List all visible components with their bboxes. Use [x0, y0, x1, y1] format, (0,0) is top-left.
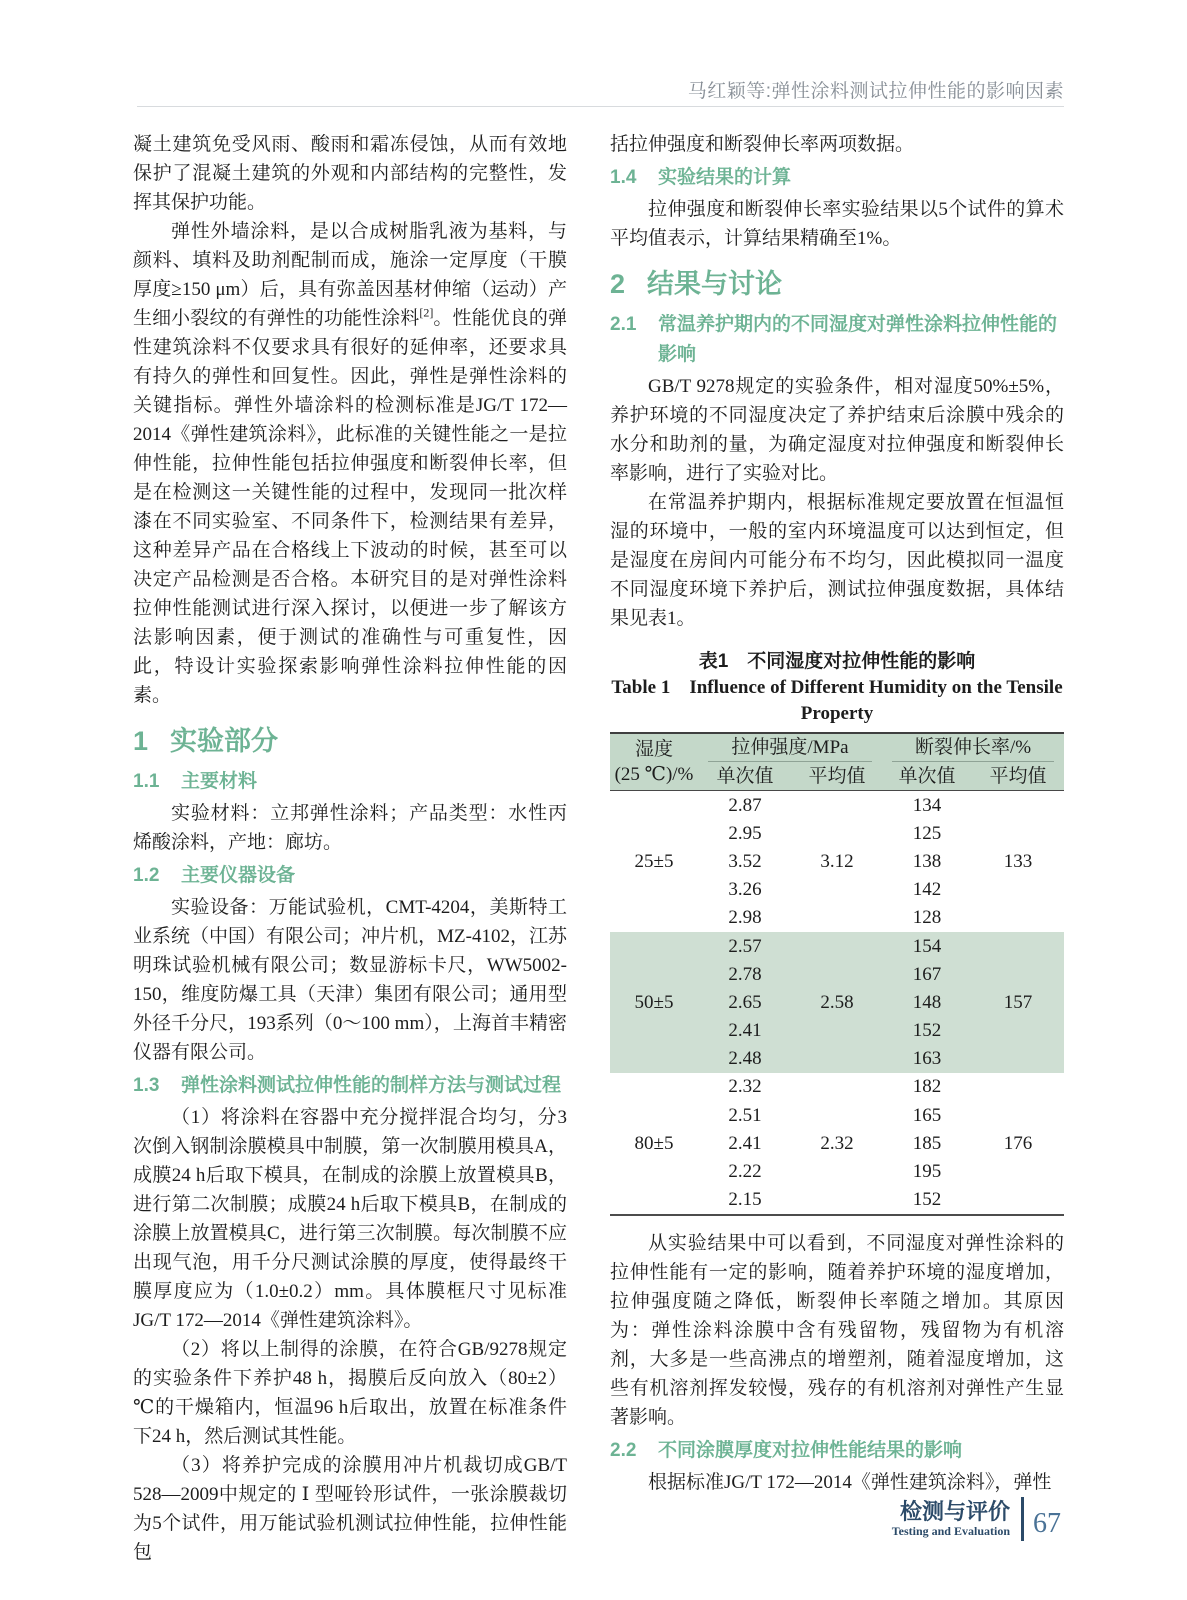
humidity-cell: 25±5	[634, 850, 674, 872]
subsection-title: 主要材料	[181, 771, 258, 792]
subsection-number: 2.1	[610, 314, 637, 335]
humidity-cell: 80±5	[634, 1132, 674, 1154]
subsection-number: 1.1	[133, 771, 160, 792]
elongation-value: 138	[912, 850, 942, 872]
footer-divider-bar	[1021, 1497, 1024, 1541]
tensile-value: 2.95	[728, 822, 762, 844]
table1-header	[610, 734, 1064, 791]
elongation-average: 157	[1003, 991, 1033, 1013]
tensile-value: 2.57	[728, 935, 762, 957]
paragraph-results-discussion: 从实验结果中可以看到，不同湿度对弹性涂料的拉伸性能有一定的影响，随着养护环境的湿度增加，拉伸强度随之降低，断裂伸长率随之增加。其原因为：弹性涂料涂膜中含有残留物，残留物为有机溶剂，大多是一些高沸点的增塑剂，随着湿度增加，这些有机溶剂挥发较慢，残存的有机溶剂对弹性产生显著影响。	[610, 1232, 1064, 1428]
table1-caption-cn: 表1 不同湿度对拉伸性能的影响	[698, 651, 976, 672]
subsection-heading-1-1	[133, 767, 567, 797]
paragraph-continuation: 括拉伸强度和断裂伸长率两项数据。	[610, 134, 915, 155]
elongation-value: 134	[912, 794, 942, 816]
subsection-title: 常温养护期内的不同湿度对弹性涂料拉伸性能的影响	[658, 314, 1058, 365]
table1	[610, 732, 1064, 1216]
elongation-value: 152	[912, 1020, 942, 1042]
elongation-value: 165	[912, 1104, 942, 1126]
elongation-value: 185	[912, 1132, 942, 1154]
section-heading-1	[133, 723, 567, 759]
tensile-value: 2.98	[728, 907, 762, 929]
tensile-value: 2.87	[728, 794, 762, 816]
subsection-heading-2-1	[610, 310, 1064, 370]
subsection-heading-1-2	[133, 861, 567, 891]
tensile-value: 2.32	[728, 1076, 762, 1098]
subsection-heading-1-3	[133, 1071, 567, 1101]
paragraph-step-3: （3）将养护完成的涂膜用冲片机裁切成GB/T 528—2009中规定的 Ⅰ 型哑铃形试件，一张涂膜裁切为5个试件，用万能试验机测试拉伸性能，拉伸性能包	[133, 1455, 567, 1563]
table1-header-humidity	[610, 737, 698, 787]
elongation-value: 125	[912, 822, 942, 844]
paragraph-calculation: 拉伸强度和断裂伸长率实验结果以5个试件的算术平均值表示，计算结果精确至1%。	[610, 199, 1064, 249]
section-number: 2	[610, 269, 626, 299]
paragraph-equipment: 实验设备：万能试验机，CMT-4204，美斯特工业系统（中国）有限公司；冲片机，MZ-4102，江苏明珠试验机械有限公司；数显游标卡尺，WW5002-150，维度防爆工具（天津）集团有限公司；通用型外径千分尺，193系列（0～100 mm），上海首丰精密仪器有限公司。	[133, 897, 567, 1063]
section-title: 实验部分	[170, 726, 279, 756]
elongation-value: 195	[912, 1161, 942, 1183]
subsection-title: 弹性涂料测试拉伸性能的制样方法与测试过程	[181, 1075, 562, 1096]
subsection-title: 主要仪器设备	[181, 865, 296, 886]
tensile-average: 3.12	[820, 850, 854, 872]
table1-group-50	[610, 932, 1064, 1073]
tensile-value: 2.22	[728, 1161, 762, 1183]
table1-caption-en-line2: Property	[800, 703, 874, 724]
intro-text-b: 。性能优良的弹性建筑涂料不仅要求具有很好的延伸率，还要求具有持久的弹性和回复性。因此，弹性是弹性涂料的关键指标。弹性外墙涂料的检测标准是JG/T 172—2014《弹性建筑涂料》，此标准的关键性能之一是拉伸性能，拉伸性能包括拉伸强度和断裂伸长率，但是在检测这一关键性能的过程中，发现同一批次样漆在不同实验室、不同条件下，检测结果有差异，这种差异产品在合格线上下波动的时候，甚至可以决定产品检测是否合格。本研究目的是对弹性涂料拉伸性能测试进行深入探讨，以便进一步了解该方法影响因素，便于测试的准确性与可重复性，因此，特设计实验探索影响弹性涂料拉伸性能的因素。	[133, 308, 567, 706]
page-footer	[848, 1497, 1061, 1541]
section-heading-2	[610, 266, 1064, 302]
elongation-value: 128	[912, 907, 942, 929]
tensile-value: 2.41	[728, 1132, 762, 1154]
humidity-cell: 50±5	[634, 991, 674, 1013]
table1-header-elongation-average: 平均值	[989, 765, 1047, 787]
subsection-title: 不同涂膜厚度对拉伸性能结果的影响	[658, 1439, 963, 1461]
tensile-value: 2.48	[728, 1048, 762, 1070]
tensile-value: 2.15	[728, 1189, 762, 1211]
left-column	[133, 130, 567, 1567]
header-rule	[137, 106, 1064, 107]
table1-group-80	[610, 1073, 1064, 1214]
elongation-value: 182	[912, 1076, 942, 1098]
tensile-average: 2.58	[820, 991, 854, 1013]
section-number: 1	[133, 726, 149, 756]
subsection-number: 1.2	[133, 865, 160, 886]
table1-header-humidity-line2: (25 ℃)/%	[614, 764, 694, 785]
right-column	[610, 130, 1064, 1497]
elongation-value: 167	[912, 963, 942, 985]
elongation-average: 133	[1003, 850, 1033, 872]
elongation-value: 163	[912, 1048, 942, 1070]
table1-group-25	[610, 791, 1064, 932]
paragraph-continuation: 凝土建筑免受风雨、酸雨和霜冻侵蚀，从而有效地保护了混凝土建筑的外观和内部结构的完整性，发挥其保护功能。	[133, 134, 567, 213]
table1-header-humidity-line1: 湿度	[634, 739, 673, 760]
subsection-number: 1.4	[610, 167, 637, 188]
elongation-value: 148	[912, 991, 942, 1013]
citation-ref: [2]	[419, 305, 434, 320]
table1-header-elongation-group: 断裂伸长率/%	[892, 735, 1054, 762]
paragraph-humidity-1: GB/T 9278规定的实验条件，相对湿度50%±5%，养护环境的不同湿度决定了养护结束后涂膜中残余的水分和助剂的量，为确定湿度对拉伸强度和断裂伸长率影响，进行了实验对比。	[610, 376, 1064, 484]
paragraph-humidity-2: 在常温养护期内，根据标准规定要放置在恒温恒湿的环境中，一般的室内环境温度可以达到恒定，但是湿度在房间内可能分布不均匀，因此模拟同一温度不同湿度环境下养护后，测试拉伸强度数据，具体结果见表1。	[610, 492, 1064, 629]
elongation-average: 176	[1003, 1132, 1033, 1154]
journal-name-cn: 检测与评价	[899, 1499, 1010, 1524]
paragraph-thickness: 根据标准JG/T 172—2014《弹性建筑涂料》，弹性	[648, 1471, 1052, 1493]
table1-header-elongation-single: 单次值	[898, 765, 956, 787]
table1-header-tensile-single: 单次值	[716, 765, 774, 787]
tensile-average: 2.32	[820, 1132, 854, 1154]
subsection-number: 1.3	[133, 1075, 160, 1096]
subsection-number: 2.2	[610, 1439, 637, 1461]
tensile-value: 2.78	[728, 963, 762, 985]
tensile-value: 2.41	[728, 1020, 762, 1042]
journal-name-en: Testing and Evaluation	[891, 1524, 1010, 1538]
subsection-heading-1-4	[610, 163, 1064, 193]
elongation-value: 152	[912, 1189, 942, 1211]
elongation-value: 154	[912, 935, 942, 957]
journal-name	[848, 1500, 1010, 1538]
section-title: 结果与讨论	[647, 269, 783, 299]
paragraph-materials: 实验材料：立邦弹性涂料；产品类型：水性丙烯酸涂料，产地：廊坊。	[133, 803, 567, 853]
elongation-value: 142	[912, 879, 942, 901]
paragraph-step-2: （2）将以上制得的涂膜，在符合GB/9278规定的实验条件下养护48 h，揭膜后反向放入（80±2） ℃的干燥箱内，恒温96 h后取出，放置在标准条件下24 h，然后测试其性能。	[133, 1339, 567, 1447]
running-head: 马红颖等:弹性涂料测试拉伸性能的影响因素	[687, 81, 1064, 102]
tensile-value: 3.52	[728, 850, 762, 872]
paragraph-intro	[133, 217, 567, 710]
tensile-value: 2.65	[728, 991, 762, 1013]
page-number: 67	[1033, 1508, 1061, 1539]
intro-text-a: 弹性外墙涂料，是以合成树脂乳液为基料，与颜料、填料及助剂配制而成，施涂一定厚度（干膜厚度≥150 μm）后，具有弥盖因基材伸缩（运动）产生细小裂纹的有弹性的功能性涂料	[133, 221, 567, 329]
table1-caption-en-line1: Table 1 Influence of Different Humidity on the Tensile	[611, 677, 1063, 698]
table1-header-tensile-group: 拉伸强度/MPa	[708, 735, 872, 762]
subsection-heading-2-2	[610, 1436, 1064, 1466]
subsection-title: 实验结果的计算	[658, 167, 792, 188]
tensile-value: 2.51	[728, 1104, 762, 1126]
table1-header-tensile-average: 平均值	[808, 765, 866, 787]
paragraph-step-1: （1）将涂料在容器中充分搅拌混合均匀，分3次倒入钢制涂膜模具中制膜，第一次制膜用模具A，成膜24 h后取下模具，在制成的涂膜上放置模具B，进行第二次制膜；成膜24 h后取下模具B，在制成的涂膜上放置模具C，进行第三次制膜。每次制膜不应出现气泡，用千分尺测试涂膜的厚度，使得最终干膜厚度应为（1.0±0.2）mm。具体膜框尺寸见标准JG/T 172—2014《弹性建筑涂料》。	[133, 1107, 567, 1331]
tensile-value: 3.26	[728, 879, 762, 901]
